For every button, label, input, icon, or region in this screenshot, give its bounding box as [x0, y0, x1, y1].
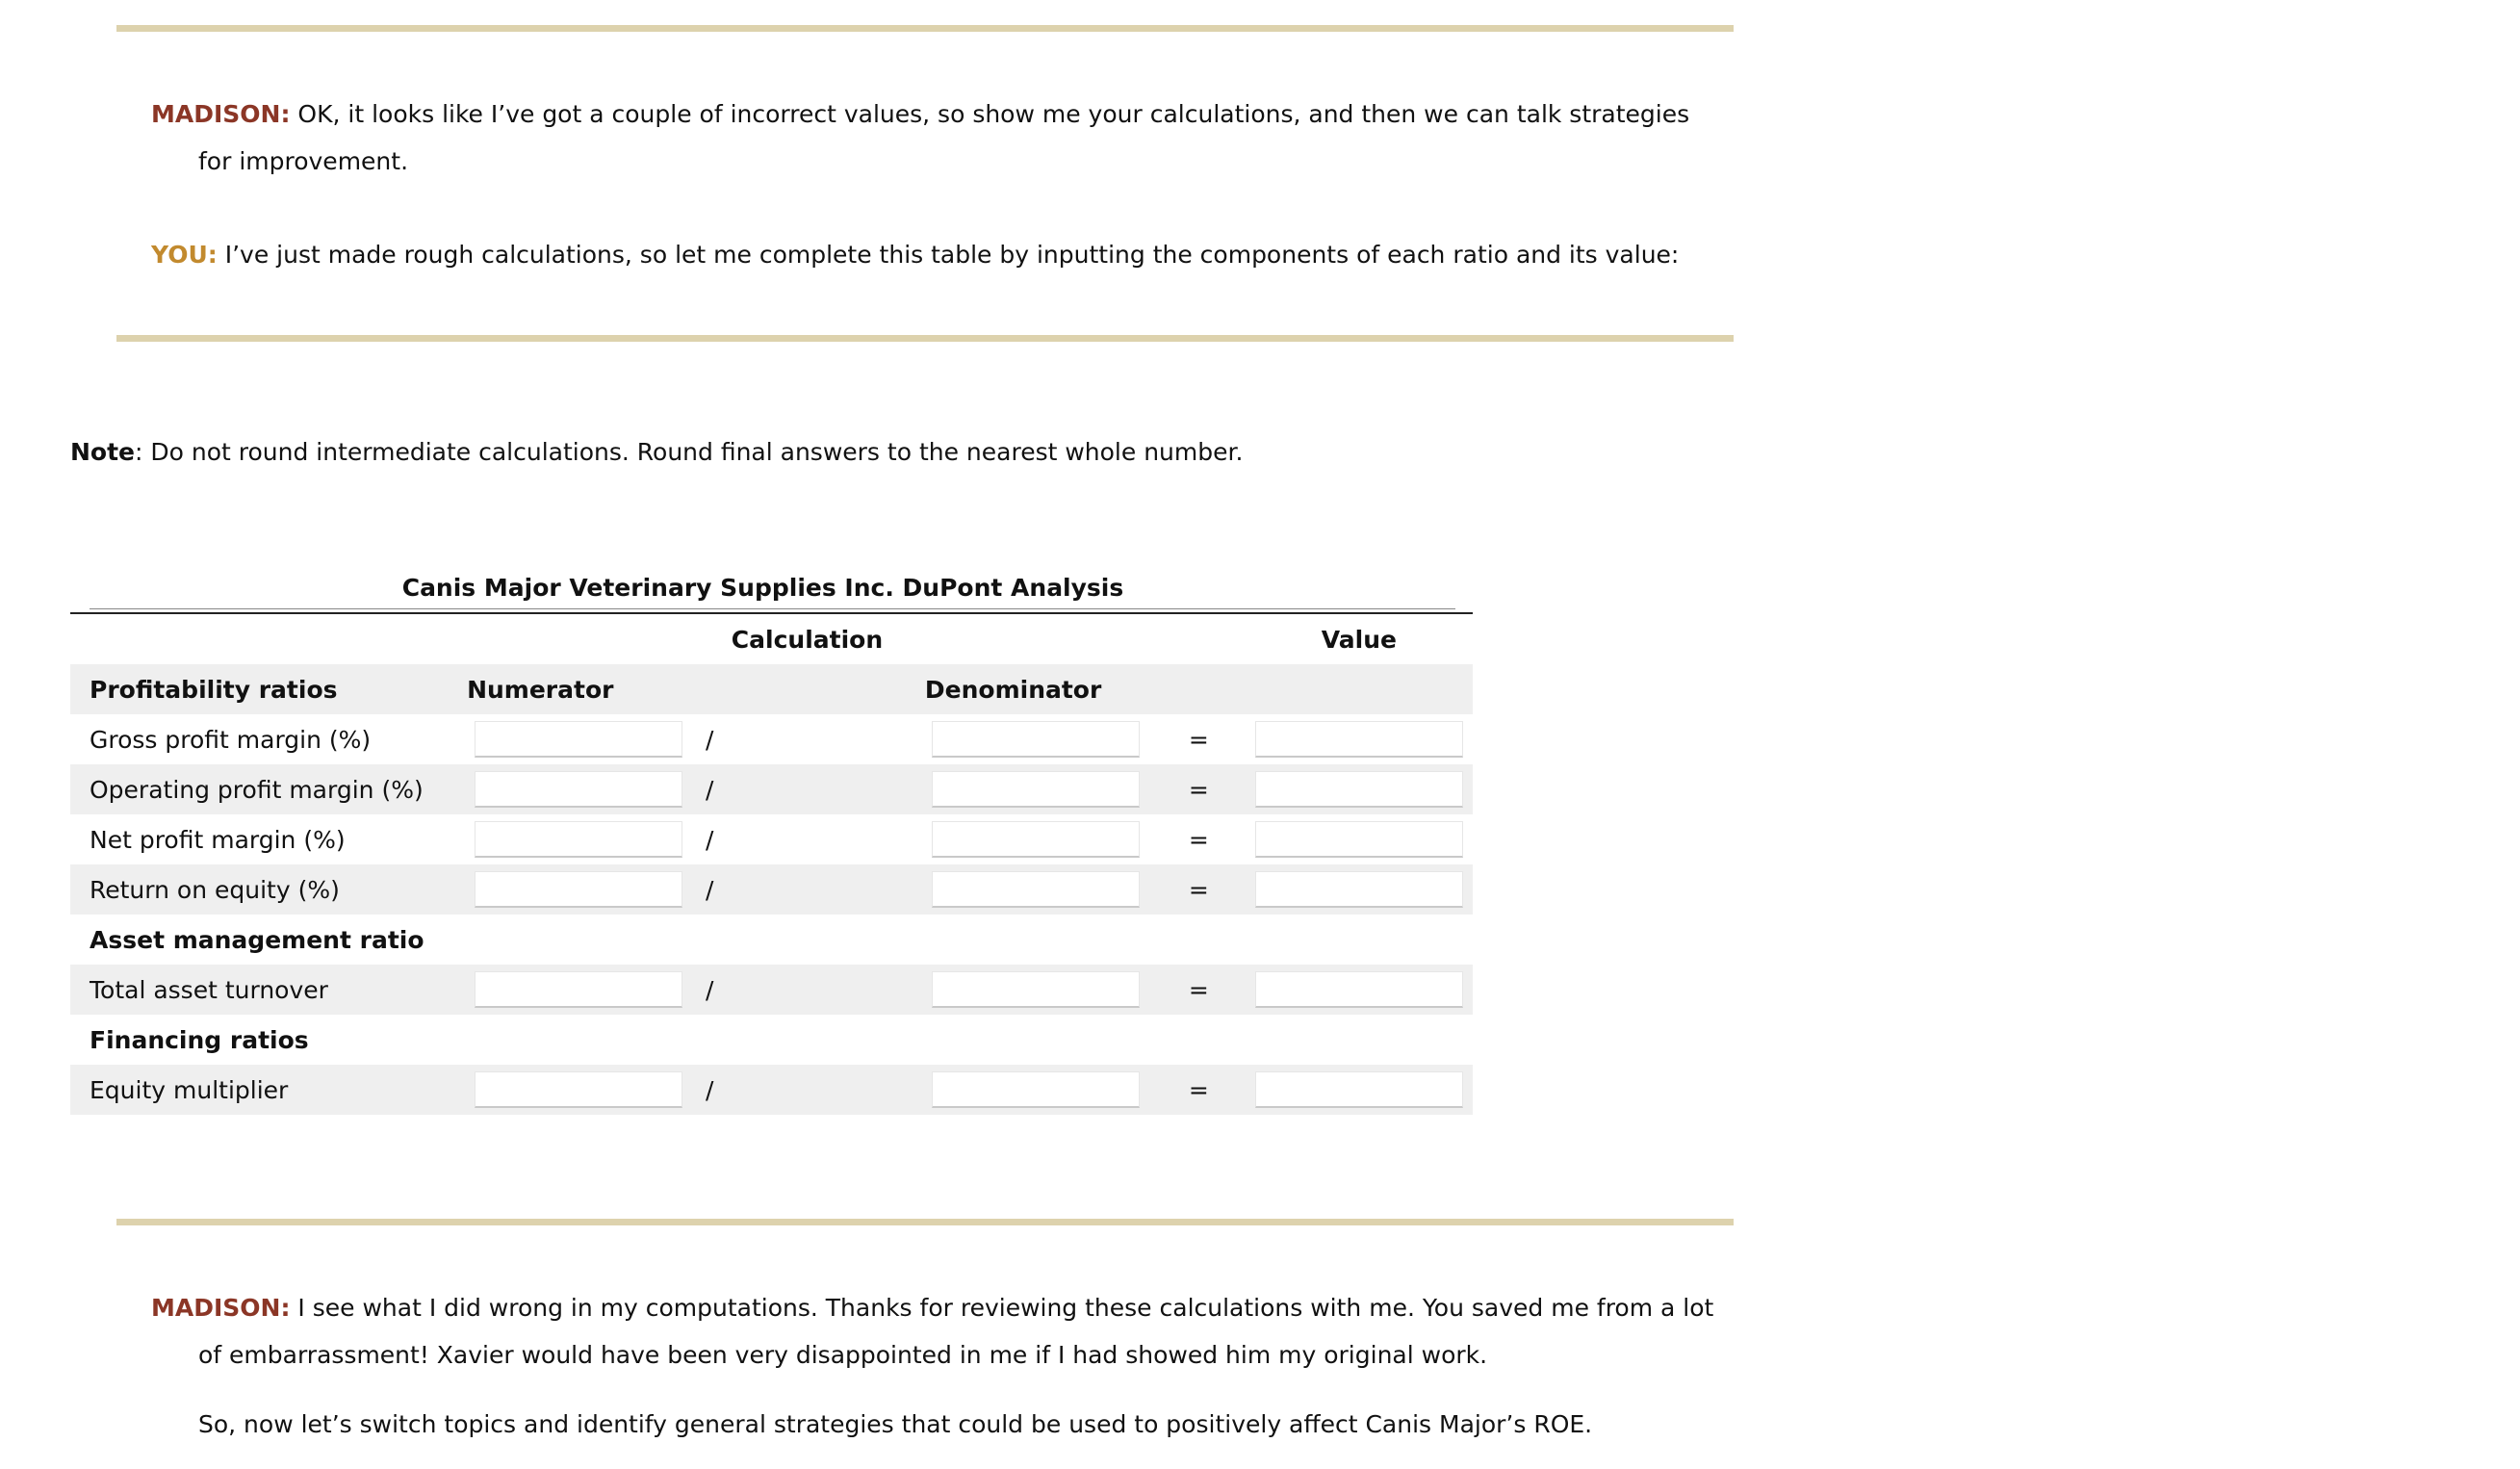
asset-turnover-numerator-input[interactable]	[475, 971, 682, 1008]
profitability-ratios-header: Profitability ratios	[90, 675, 338, 704]
roe-numerator-input[interactable]	[475, 871, 682, 908]
speaker-madison: MADISON:	[151, 100, 291, 128]
denominator-header: Denominator	[924, 675, 1102, 704]
divide-sign: /	[706, 775, 714, 804]
dialog-line-madison	[151, 1284, 1730, 1379]
ratio-table	[70, 614, 1473, 1115]
table-row	[70, 864, 1473, 915]
operating-margin-denominator-input[interactable]	[932, 771, 1140, 808]
divide-sign: /	[706, 975, 714, 1004]
dialog-text: I’ve just made rough calculations, so let me complete this table by inputting the components of each ratio and its value:	[224, 241, 1680, 269]
equity-multiplier-value-input[interactable]	[1255, 1071, 1463, 1108]
net-margin-numerator-input[interactable]	[475, 821, 682, 858]
section-row	[70, 915, 1473, 965]
roe-denominator-input[interactable]	[932, 871, 1140, 908]
divide-sign: /	[706, 1075, 714, 1104]
group-header-row	[70, 614, 1473, 664]
dialog-continuation: So, now let’s switch topics and identify general strategies that could be used to positively affect Canis Major’s ROE.	[198, 1410, 1593, 1438]
numerator-header: Numerator	[467, 675, 614, 704]
row-label: Gross profit margin (%)	[90, 725, 372, 754]
note-label: Note	[70, 438, 136, 466]
equals-sign: =	[1188, 1075, 1209, 1104]
dialog-line-madison	[151, 90, 1730, 185]
table-row	[70, 1065, 1473, 1115]
net-margin-value-input[interactable]	[1255, 821, 1463, 858]
asset-turnover-denominator-input[interactable]	[932, 971, 1140, 1008]
equals-sign: =	[1188, 725, 1209, 754]
dialog-line-you	[151, 231, 1730, 278]
table-row	[70, 965, 1473, 1015]
note-text: : Do not round intermediate calculations. Round final answers to the nearest whole number.	[135, 438, 1244, 466]
equals-sign: =	[1188, 825, 1209, 854]
operating-margin-value-input[interactable]	[1255, 771, 1463, 808]
table-row	[70, 814, 1473, 864]
gross-margin-denominator-input[interactable]	[932, 721, 1140, 758]
operating-margin-numerator-input[interactable]	[475, 771, 682, 808]
divide-sign: /	[706, 825, 714, 854]
roe-value-input[interactable]	[1255, 871, 1463, 908]
equals-sign: =	[1188, 975, 1209, 1004]
equals-sign: =	[1188, 775, 1209, 804]
equity-multiplier-numerator-input[interactable]	[475, 1071, 682, 1108]
column-header-row	[70, 664, 1473, 714]
gross-margin-value-input[interactable]	[1255, 721, 1463, 758]
divide-sign: /	[706, 875, 714, 904]
row-label: Equity multiplier	[90, 1075, 289, 1104]
section-divider-bottom	[116, 1219, 1734, 1225]
value-header: Value	[1321, 625, 1397, 654]
row-label: Net profit margin (%)	[90, 825, 346, 854]
section-divider-middle	[116, 335, 1734, 342]
equals-sign: =	[1188, 875, 1209, 904]
table-row	[70, 714, 1473, 764]
speaker-you: YOU:	[151, 241, 218, 269]
title-rule	[90, 608, 1455, 612]
row-label: Operating profit margin (%)	[90, 775, 424, 804]
equity-multiplier-denominator-input[interactable]	[932, 1071, 1140, 1108]
asset-turnover-value-input[interactable]	[1255, 971, 1463, 1008]
divide-sign: /	[706, 725, 714, 754]
net-margin-denominator-input[interactable]	[932, 821, 1140, 858]
section-label-financing: Financing ratios	[90, 1025, 309, 1054]
row-label: Return on equity (%)	[90, 875, 340, 904]
gross-margin-numerator-input[interactable]	[475, 721, 682, 758]
section-divider-top	[116, 25, 1734, 32]
note	[70, 431, 1243, 474]
table-title: Canis Major Veterinary Supplies Inc. DuPont Analysis	[401, 574, 1124, 602]
dialog-text: OK, it looks like I’ve got a couple of incorrect values, so show me your calculations, and then we can talk strategies for improvement.	[198, 100, 1690, 175]
dupont-table	[70, 568, 1473, 1115]
calculation-header: Calculation	[731, 625, 884, 654]
dialog-text: I see what I did wrong in my computations. Thanks for reviewing these calculations with me. You saved me from a lot of embarrassment! Xavier would have been very disappointed in me if I had showed him my original work.	[198, 1294, 1714, 1369]
table-row	[70, 764, 1473, 814]
dialog-top	[151, 90, 1730, 278]
speaker-madison: MADISON:	[151, 1294, 291, 1322]
row-label: Total asset turnover	[90, 975, 328, 1004]
section-label-asset-management: Asset management ratio	[90, 925, 424, 954]
section-row	[70, 1015, 1473, 1065]
dialog-bottom	[151, 1284, 1730, 1448]
